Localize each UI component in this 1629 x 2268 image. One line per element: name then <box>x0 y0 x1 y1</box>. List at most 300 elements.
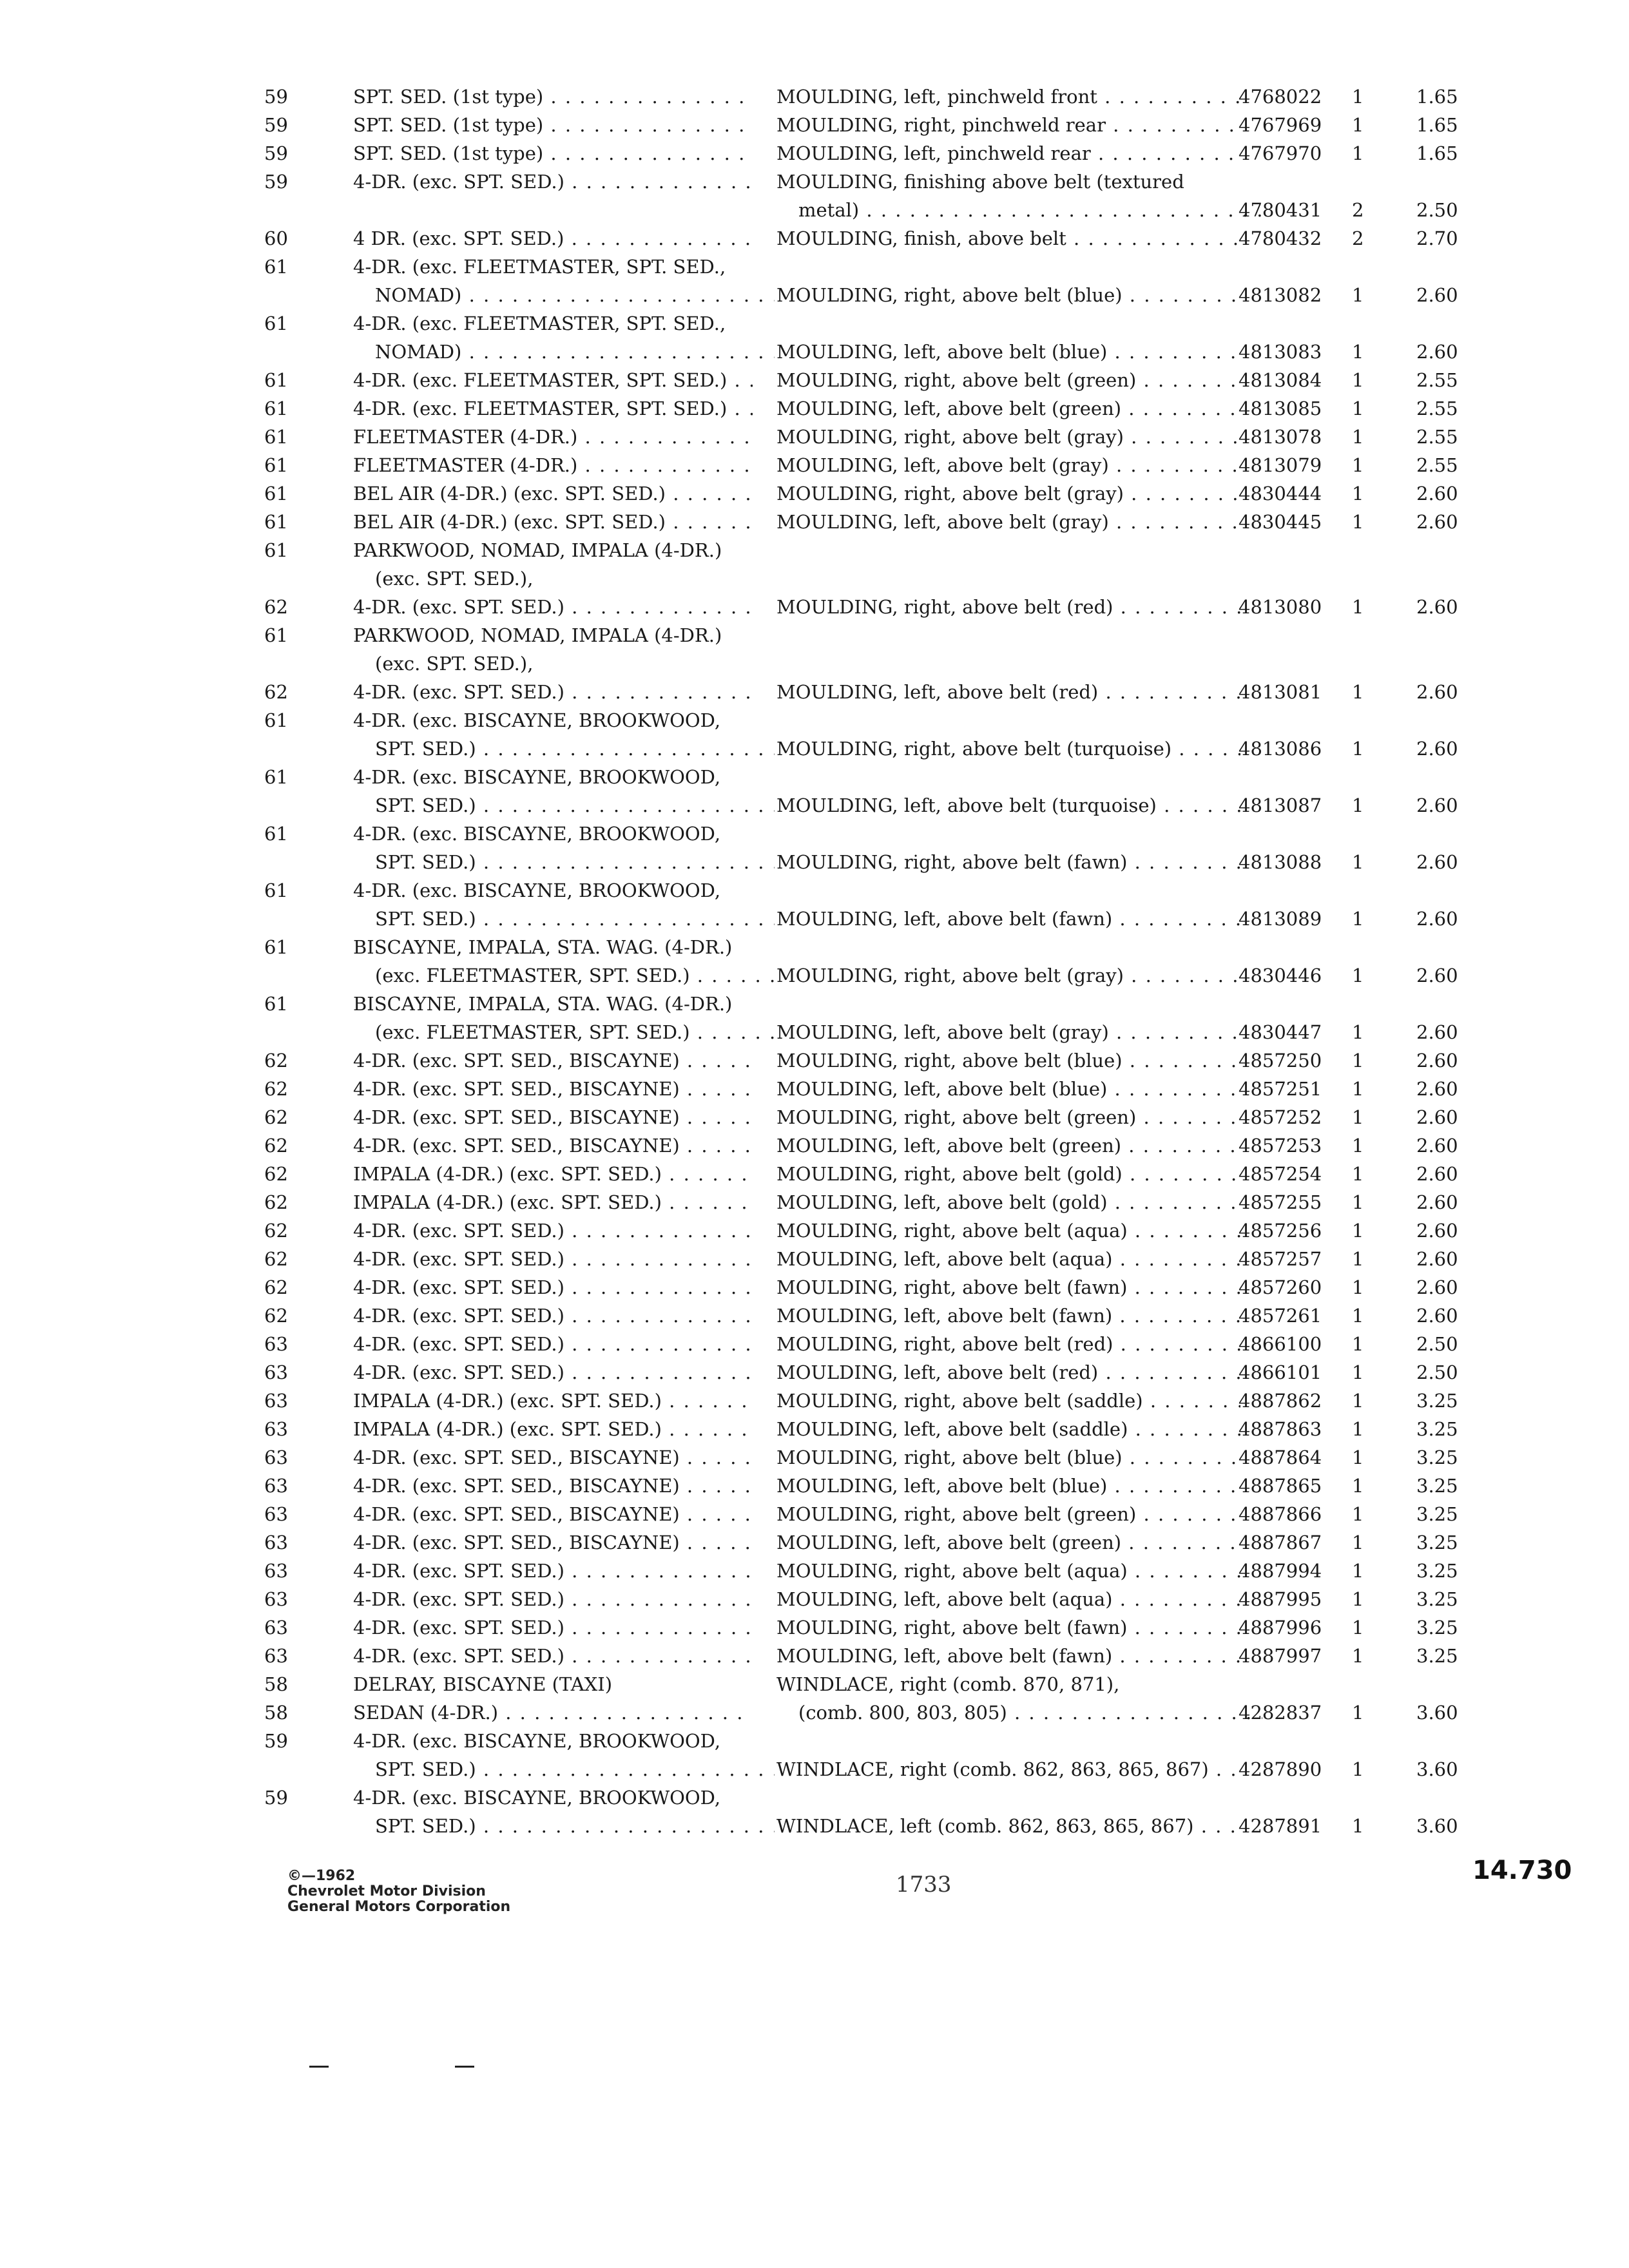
model-cell: 4 DR. (exc. SPT. SED.) . . . <box>353 224 753 253</box>
year-cell: 62 <box>264 1106 288 1128</box>
description-cell: WINDLACE, right (comb. 870, 871), <box>776 1673 1120 1695</box>
price-cell: 2.60 <box>1416 908 1458 930</box>
price-cell: 3.25 <box>1416 1617 1458 1639</box>
table-row <box>0 394 1629 423</box>
part-number-cell: 4887996 <box>1239 1617 1322 1639</box>
quantity-cell: 1 <box>1352 86 1364 108</box>
year-cell: 59 <box>264 1787 288 1809</box>
part-number-cell: 4887866 <box>1239 1503 1322 1525</box>
table-row <box>0 536 1629 621</box>
part-number-cell: 4830445 <box>1239 511 1322 533</box>
table-row <box>0 82 1629 111</box>
table-row <box>0 309 1629 366</box>
part-number-cell: 4866100 <box>1239 1333 1322 1355</box>
model-cell: 4-DR. (exc. FLEETMASTER, SPT. SED., <box>353 312 726 334</box>
year-cell: 61 <box>264 539 288 561</box>
table-row <box>0 1670 1629 1727</box>
quantity-cell: 1 <box>1352 738 1364 760</box>
year-cell: 62 <box>264 1078 288 1100</box>
table-row <box>0 1245 1629 1273</box>
model-cell: 4-DR. (exc. SPT. SED.) . . . <box>353 1273 753 1302</box>
description-cell: MOULDING, right, above belt (aqua) . . . <box>776 1216 1240 1245</box>
part-number-cell: 4857254 <box>1239 1163 1322 1185</box>
price-cell: 2.60 <box>1416 794 1458 816</box>
model-cell: 4-DR. (exc. BISCAYNE, BROOKWOOD, <box>353 879 721 901</box>
year-cell: 63 <box>264 1588 288 1610</box>
table-row <box>0 1613 1629 1642</box>
model-cell: SPT. SED.) . . . <box>353 735 775 763</box>
quantity-cell: 1 <box>1352 1191 1364 1213</box>
description-cell: MOULDING, right, above belt (green) . . . <box>776 1500 1240 1528</box>
year-cell: 62 <box>264 1220 288 1242</box>
description-cell: MOULDING, right, above belt (fawn) . . . <box>776 1613 1240 1642</box>
model-cell: SPT. SED. (1st type) . . . <box>353 139 753 168</box>
year-cell: 62 <box>264 1248 288 1270</box>
description-cell: MOULDING, left, above belt (fawn) . . . <box>776 1642 1240 1670</box>
price-cell: 3.60 <box>1416 1815 1458 1837</box>
part-number-cell: 4857257 <box>1239 1248 1322 1270</box>
price-cell: 2.60 <box>1416 1050 1458 1072</box>
price-cell: 3.25 <box>1416 1588 1458 1610</box>
model-cell: SPT. SED.) . . . <box>353 1812 775 1840</box>
model-cell: 4-DR. (exc. BISCAYNE, BROOKWOOD, <box>353 1787 721 1809</box>
price-cell: 2.50 <box>1416 1333 1458 1355</box>
description-cell: MOULDING, left, above belt (aqua) . . . <box>776 1585 1240 1613</box>
price-cell: 2.60 <box>1416 1106 1458 1128</box>
model-cell: IMPALA (4-DR.) (exc. SPT. SED.) . . . <box>353 1415 753 1443</box>
division-line: Chevrolet Motor Division <box>287 1883 486 1899</box>
description-cell: MOULDING, left, above belt (blue) . . . <box>776 1075 1240 1103</box>
table-row <box>0 621 1629 706</box>
model-cell: 4-DR. (exc. SPT. SED., BISCAYNE) . . . <box>353 1528 753 1557</box>
price-cell: 2.60 <box>1416 738 1458 760</box>
model-cell: 4-DR. (exc. SPT. SED.) . . . <box>353 1613 753 1642</box>
price-cell: 2.60 <box>1416 1135 1458 1157</box>
model-cell: NOMAD) . . . <box>353 338 775 366</box>
year-cell: 63 <box>264 1560 288 1582</box>
description-cell: MOULDING, right, above belt (green) . . . <box>776 366 1240 394</box>
price-cell: 2.60 <box>1416 1220 1458 1242</box>
description-cell: MOULDING, right, pinchweld rear . . . <box>776 111 1240 139</box>
description-cell: MOULDING, left, above belt (green) . . . <box>776 394 1240 423</box>
year-cell: 62 <box>264 1135 288 1157</box>
model-cell: NOMAD) . . . <box>353 281 775 309</box>
table-row <box>0 1415 1629 1443</box>
table-row <box>0 1642 1629 1670</box>
description-cell: MOULDING, right, above belt (fawn) . . . <box>776 848 1240 876</box>
description-cell: MOULDING, right, above belt (blue) . . . <box>776 281 1240 309</box>
model-cell: (exc. FLEETMASTER, SPT. SED.) . . . <box>353 1018 775 1046</box>
quantity-cell: 1 <box>1352 511 1364 533</box>
quantity-cell: 1 <box>1352 1702 1364 1724</box>
description-cell: MOULDING, left, above belt (gray) . . . <box>776 1018 1240 1046</box>
publisher-imprint <box>287 1869 510 1915</box>
model-cell: PARKWOOD, NOMAD, IMPALA (4-DR.) <box>353 539 722 561</box>
year-cell: 61 <box>264 454 288 476</box>
description-cell: MOULDING, left, pinchweld rear . . . <box>776 139 1240 168</box>
quantity-cell: 1 <box>1352 1475 1364 1497</box>
year-cell: 63 <box>264 1503 288 1525</box>
description-cell: MOULDING, right, above belt (aqua) . . . <box>776 1557 1240 1585</box>
description-cell: MOULDING, left, pinchweld front . . . <box>776 82 1240 111</box>
table-row <box>0 876 1629 933</box>
quantity-cell: 1 <box>1352 908 1364 930</box>
year-cell: 63 <box>264 1333 288 1355</box>
year-cell: 62 <box>264 1050 288 1072</box>
model-cell: SPT. SED.) . . . <box>353 1755 775 1783</box>
model-cell: SPT. SED. (1st type) . . . <box>353 82 753 111</box>
part-number-cell: 4830446 <box>1239 965 1322 986</box>
year-cell: 61 <box>264 256 288 278</box>
model-cell: 4-DR. (exc. SPT. SED.) . . . <box>353 678 753 706</box>
price-cell: 2.60 <box>1416 483 1458 505</box>
quantity-cell: 1 <box>1352 369 1364 391</box>
price-cell: 3.25 <box>1416 1418 1458 1440</box>
quantity-cell: 2 <box>1352 227 1364 249</box>
quantity-cell: 1 <box>1352 965 1364 986</box>
description-cell: MOULDING, left, above belt (gray) . . . <box>776 451 1240 479</box>
price-cell: 2.60 <box>1416 341 1458 363</box>
model-cell: 4-DR. (exc. SPT. SED., BISCAYNE) . . . <box>353 1075 753 1103</box>
price-cell: 2.60 <box>1416 681 1458 703</box>
table-row <box>0 1727 1629 1783</box>
part-number-cell: 4887864 <box>1239 1446 1322 1468</box>
year-cell: 61 <box>264 709 288 731</box>
year-cell: 59 <box>264 86 288 108</box>
table-row <box>0 706 1629 763</box>
part-number-cell: 4857250 <box>1239 1050 1322 1072</box>
description-cell: MOULDING, right, above belt (red) . . . <box>776 1330 1240 1358</box>
year-cell: 58 <box>264 1702 288 1724</box>
model-cell: 4-DR. (exc. SPT. SED.) . . . <box>353 1245 753 1273</box>
description-cell: MOULDING, right, above belt (gray) . . . <box>776 423 1240 451</box>
price-cell: 2.60 <box>1416 1305 1458 1327</box>
model-cell: SPT. SED.) . . . <box>353 791 775 820</box>
price-cell: 2.60 <box>1416 596 1458 618</box>
description-cell: MOULDING, right, above belt (gray) . . . <box>776 479 1240 508</box>
part-number-cell: 4830447 <box>1239 1021 1322 1043</box>
part-number-cell: 4813084 <box>1239 369 1322 391</box>
table-row <box>0 111 1629 139</box>
year-cell: 61 <box>264 483 288 505</box>
table-row <box>0 1273 1629 1302</box>
year-cell: 61 <box>264 879 288 901</box>
table-row <box>0 1075 1629 1103</box>
part-number-cell: 4887862 <box>1239 1390 1322 1412</box>
quantity-cell: 1 <box>1352 794 1364 816</box>
part-number-cell: 4857253 <box>1239 1135 1322 1157</box>
table-row <box>0 1160 1629 1188</box>
year-cell: 58 <box>264 1673 288 1695</box>
model-cell: IMPALA (4-DR.) (exc. SPT. SED.) . . . <box>353 1188 753 1216</box>
page-number: 1733 <box>896 1872 952 1898</box>
description-cell: MOULDING, right, above belt (blue) . . . <box>776 1046 1240 1075</box>
quantity-cell: 1 <box>1352 1815 1364 1837</box>
quantity-cell: 1 <box>1352 851 1364 873</box>
part-number-cell: 4887995 <box>1239 1588 1322 1610</box>
model-cell: PARKWOOD, NOMAD, IMPALA (4-DR.) <box>353 624 722 646</box>
part-number-cell: 4866101 <box>1239 1361 1322 1383</box>
year-cell: 61 <box>264 624 288 646</box>
table-row <box>0 451 1629 479</box>
model-cell: 4-DR. (exc. BISCAYNE, BROOKWOOD, <box>353 823 721 845</box>
description-cell: MOULDING, left, above belt (blue) . . . <box>776 1472 1240 1500</box>
model-cell: 4-DR. (exc. SPT. SED., BISCAYNE) . . . <box>353 1500 753 1528</box>
part-number-cell: 4887997 <box>1239 1645 1322 1667</box>
year-cell: 62 <box>264 1305 288 1327</box>
table-row <box>0 1783 1629 1840</box>
part-number-cell: 4813079 <box>1239 454 1322 476</box>
year-cell: 61 <box>264 511 288 533</box>
price-cell: 2.60 <box>1416 851 1458 873</box>
table-row <box>0 508 1629 536</box>
quantity-cell: 1 <box>1352 142 1364 164</box>
year-cell: 63 <box>264 1645 288 1667</box>
quantity-cell: 1 <box>1352 284 1364 306</box>
table-row <box>0 1387 1629 1415</box>
description-cell: MOULDING, right, above belt (green) . . . <box>776 1103 1240 1131</box>
price-cell: 2.60 <box>1416 965 1458 986</box>
model-cell: (exc. FLEETMASTER, SPT. SED.) . . . <box>353 961 775 990</box>
year-cell: 61 <box>264 312 288 334</box>
table-row <box>0 1046 1629 1075</box>
model-cell: FLEETMASTER (4-DR.) . . . <box>353 423 753 451</box>
year-cell: 63 <box>264 1390 288 1412</box>
part-number-cell: 4813082 <box>1239 284 1322 306</box>
table-row <box>0 820 1629 876</box>
part-number-cell: 4887863 <box>1239 1418 1322 1440</box>
price-cell: 2.55 <box>1416 454 1458 476</box>
model-cell: IMPALA (4-DR.) (exc. SPT. SED.) . . . <box>353 1160 753 1188</box>
part-number-cell: 4813078 <box>1239 426 1322 448</box>
quantity-cell: 1 <box>1352 454 1364 476</box>
model-cell: 4-DR. (exc. FLEETMASTER, SPT. SED.) . . . <box>353 366 753 394</box>
part-number-cell: 4287890 <box>1239 1758 1322 1780</box>
model-cell: 4-DR. (exc. SPT. SED.) . . . <box>353 1358 753 1387</box>
price-cell: 3.25 <box>1416 1390 1458 1412</box>
year-cell: 59 <box>264 114 288 136</box>
quantity-cell: 1 <box>1352 426 1364 448</box>
quantity-cell: 1 <box>1352 1276 1364 1298</box>
description-cell: MOULDING, left, above belt (red) . . . <box>776 678 1240 706</box>
quantity-cell: 2 <box>1352 199 1364 221</box>
table-row <box>0 990 1629 1046</box>
quantity-cell: 1 <box>1352 1532 1364 1553</box>
price-cell: 2.55 <box>1416 369 1458 391</box>
part-number-cell: 4813089 <box>1239 908 1322 930</box>
part-number-cell: 4813081 <box>1239 681 1322 703</box>
description-cell: metal) . . . <box>776 196 1262 224</box>
year-cell: 62 <box>264 1276 288 1298</box>
year-cell: 63 <box>264 1361 288 1383</box>
table-row <box>0 1443 1629 1472</box>
price-cell: 1.65 <box>1416 86 1458 108</box>
table-row <box>0 1188 1629 1216</box>
quantity-cell: 1 <box>1352 1248 1364 1270</box>
part-number-cell: 4887867 <box>1239 1532 1322 1553</box>
table-row <box>0 1557 1629 1585</box>
model-cell: 4-DR. (exc. SPT. SED.) . . . <box>353 1642 753 1670</box>
table-row <box>0 366 1629 394</box>
description-cell: WINDLACE, right (comb. 862, 863, 865, 867) . . . <box>776 1755 1240 1783</box>
description-cell: MOULDING, left, above belt (green) . . . <box>776 1131 1240 1160</box>
table-row <box>0 224 1629 253</box>
model-cell: 4-DR. (exc. SPT. SED., BISCAYNE) . . . <box>353 1103 753 1131</box>
part-number-cell: 4813083 <box>1239 341 1322 363</box>
part-number-cell: 4857251 <box>1239 1078 1322 1100</box>
year-cell: 60 <box>264 227 288 249</box>
year-cell: 61 <box>264 936 288 958</box>
description-cell: MOULDING, finish, above belt . . . <box>776 224 1240 253</box>
price-cell: 3.25 <box>1416 1503 1458 1525</box>
quantity-cell: 1 <box>1352 1758 1364 1780</box>
price-cell: 2.55 <box>1416 426 1458 448</box>
price-cell: 1.65 <box>1416 114 1458 136</box>
model-cell: SPT. SED.) . . . <box>353 848 775 876</box>
model-cell: 4-DR. (exc. SPT. SED.) . . . <box>353 1216 753 1245</box>
year-cell: 61 <box>264 993 288 1015</box>
model-cell: SPT. SED. (1st type) . . . <box>353 111 753 139</box>
table-row <box>0 1500 1629 1528</box>
price-cell: 2.60 <box>1416 1248 1458 1270</box>
table-row <box>0 423 1629 451</box>
table-row <box>0 1103 1629 1131</box>
model-cell: 4-DR. (exc. SPT. SED., BISCAYNE) . . . <box>353 1046 753 1075</box>
price-cell: 3.25 <box>1416 1645 1458 1667</box>
part-number-cell: 4780431 <box>1239 199 1322 221</box>
part-number-cell: 4768022 <box>1239 86 1322 108</box>
model-cell: 4-DR. (exc. SPT. SED., BISCAYNE) . . . <box>353 1131 753 1160</box>
quantity-cell: 1 <box>1352 596 1364 618</box>
description-cell: (comb. 800, 803, 805) . . . <box>776 1698 1262 1727</box>
price-cell: 2.60 <box>1416 1276 1458 1298</box>
year-cell: 63 <box>264 1418 288 1440</box>
description-cell: MOULDING, left, above belt (fawn) . . . <box>776 905 1240 933</box>
quantity-cell: 1 <box>1352 1220 1364 1242</box>
model-cell: BISCAYNE, IMPALA, STA. WAG. (4-DR.) <box>353 936 733 958</box>
corporation-line: General Motors Corporation <box>287 1899 511 1915</box>
quantity-cell: 1 <box>1352 1645 1364 1667</box>
table-row <box>0 1216 1629 1245</box>
year-cell: 63 <box>264 1446 288 1468</box>
price-cell: 3.60 <box>1416 1758 1458 1780</box>
part-number-cell: 4767969 <box>1239 114 1322 136</box>
part-number-cell: 4780432 <box>1239 227 1322 249</box>
quantity-cell: 1 <box>1352 1560 1364 1582</box>
copyright-line: ©—1962 <box>287 1868 356 1884</box>
price-cell: 2.50 <box>1416 199 1458 221</box>
part-number-cell: 4857256 <box>1239 1220 1322 1242</box>
part-number-cell: 4282837 <box>1239 1702 1322 1724</box>
year-cell: 61 <box>264 398 288 419</box>
model-cell: SEDAN (4-DR.) . . . <box>353 1698 753 1727</box>
quantity-cell: 1 <box>1352 1050 1364 1072</box>
quantity-cell: 1 <box>1352 681 1364 703</box>
description-cell: MOULDING, left, above belt (aqua) . . . <box>776 1245 1240 1273</box>
quantity-cell: 1 <box>1352 114 1364 136</box>
scan-mark <box>455 2066 474 2068</box>
model-cell: IMPALA (4-DR.) (exc. SPT. SED.) . . . <box>353 1387 753 1415</box>
year-cell: 63 <box>264 1532 288 1553</box>
model-cell: SPT. SED.) . . . <box>353 905 775 933</box>
price-cell: 2.60 <box>1416 511 1458 533</box>
table-row <box>0 1528 1629 1557</box>
year-cell: 61 <box>264 823 288 845</box>
quantity-cell: 1 <box>1352 1106 1364 1128</box>
description-cell: MOULDING, right, above belt (blue) . . . <box>776 1443 1240 1472</box>
price-cell: 3.25 <box>1416 1532 1458 1553</box>
part-number-cell: 4887994 <box>1239 1560 1322 1582</box>
quantity-cell: 1 <box>1352 1163 1364 1185</box>
description-cell: MOULDING, right, above belt (gold) . . . <box>776 1160 1240 1188</box>
year-cell: 59 <box>264 142 288 164</box>
year-cell: 61 <box>264 426 288 448</box>
table-row <box>0 168 1629 224</box>
model-cell: 4-DR. (exc. BISCAYNE, BROOKWOOD, <box>353 766 721 788</box>
description-cell: MOULDING, left, above belt (green) . . . <box>776 1528 1240 1557</box>
year-cell: 62 <box>264 596 288 618</box>
quantity-cell: 1 <box>1352 1305 1364 1327</box>
quantity-cell: 1 <box>1352 1390 1364 1412</box>
part-number-cell: 4813080 <box>1239 596 1322 618</box>
quantity-cell: 1 <box>1352 1078 1364 1100</box>
table-row <box>0 139 1629 168</box>
price-cell: 2.60 <box>1416 1191 1458 1213</box>
description-cell: MOULDING, left, above belt (turquoise) . . . <box>776 791 1240 820</box>
model-cell: 4-DR. (exc. FLEETMASTER, SPT. SED., <box>353 256 726 278</box>
description-cell: MOULDING, finishing above belt (textured <box>776 171 1184 193</box>
model-cell: 4-DR. (exc. SPT. SED.) . . . <box>353 1557 753 1585</box>
part-number-cell: 4813087 <box>1239 794 1322 816</box>
price-cell: 2.60 <box>1416 1078 1458 1100</box>
quantity-cell: 1 <box>1352 1617 1364 1639</box>
quantity-cell: 1 <box>1352 1418 1364 1440</box>
table-row <box>0 1131 1629 1160</box>
part-number-cell: 4287891 <box>1239 1815 1322 1837</box>
model-cell: 4-DR. (exc. BISCAYNE, BROOKWOOD, <box>353 1730 721 1752</box>
price-cell: 3.25 <box>1416 1475 1458 1497</box>
model-cell: 4-DR. (exc. SPT. SED.) . . . <box>353 168 753 196</box>
part-number-cell: 4857261 <box>1239 1305 1322 1327</box>
year-cell: 62 <box>264 1191 288 1213</box>
price-cell: 3.60 <box>1416 1702 1458 1724</box>
price-cell: 2.50 <box>1416 1361 1458 1383</box>
table-row <box>0 933 1629 990</box>
description-cell: WINDLACE, left (comb. 862, 863, 865, 867) . . . <box>776 1812 1240 1840</box>
table-row <box>0 1330 1629 1358</box>
model-cell: DELRAY, BISCAYNE (TAXI) <box>353 1673 613 1695</box>
quantity-cell: 1 <box>1352 483 1364 505</box>
scan-mark <box>309 2066 329 2068</box>
description-cell: MOULDING, left, above belt (gray) . . . <box>776 508 1240 536</box>
model-cell: 4-DR. (exc. SPT. SED.) . . . <box>353 1585 753 1613</box>
description-cell: MOULDING, left, above belt (gold) . . . <box>776 1188 1240 1216</box>
description-cell: MOULDING, left, above belt (fawn) . . . <box>776 1302 1240 1330</box>
model-cell: BISCAYNE, IMPALA, STA. WAG. (4-DR.) <box>353 993 733 1015</box>
part-number-cell: 4887865 <box>1239 1475 1322 1497</box>
price-cell: 2.60 <box>1416 284 1458 306</box>
part-number-cell: 4857252 <box>1239 1106 1322 1128</box>
table-row <box>0 1358 1629 1387</box>
model-cell: 4-DR. (exc. SPT. SED., BISCAYNE) . . . <box>353 1472 753 1500</box>
table-row <box>0 1302 1629 1330</box>
table-row <box>0 1472 1629 1500</box>
model-cell: (exc. SPT. SED.), <box>375 653 534 675</box>
year-cell: 61 <box>264 369 288 391</box>
parts-table <box>0 82 1629 1840</box>
quantity-cell: 1 <box>1352 1135 1364 1157</box>
year-cell: 61 <box>264 766 288 788</box>
